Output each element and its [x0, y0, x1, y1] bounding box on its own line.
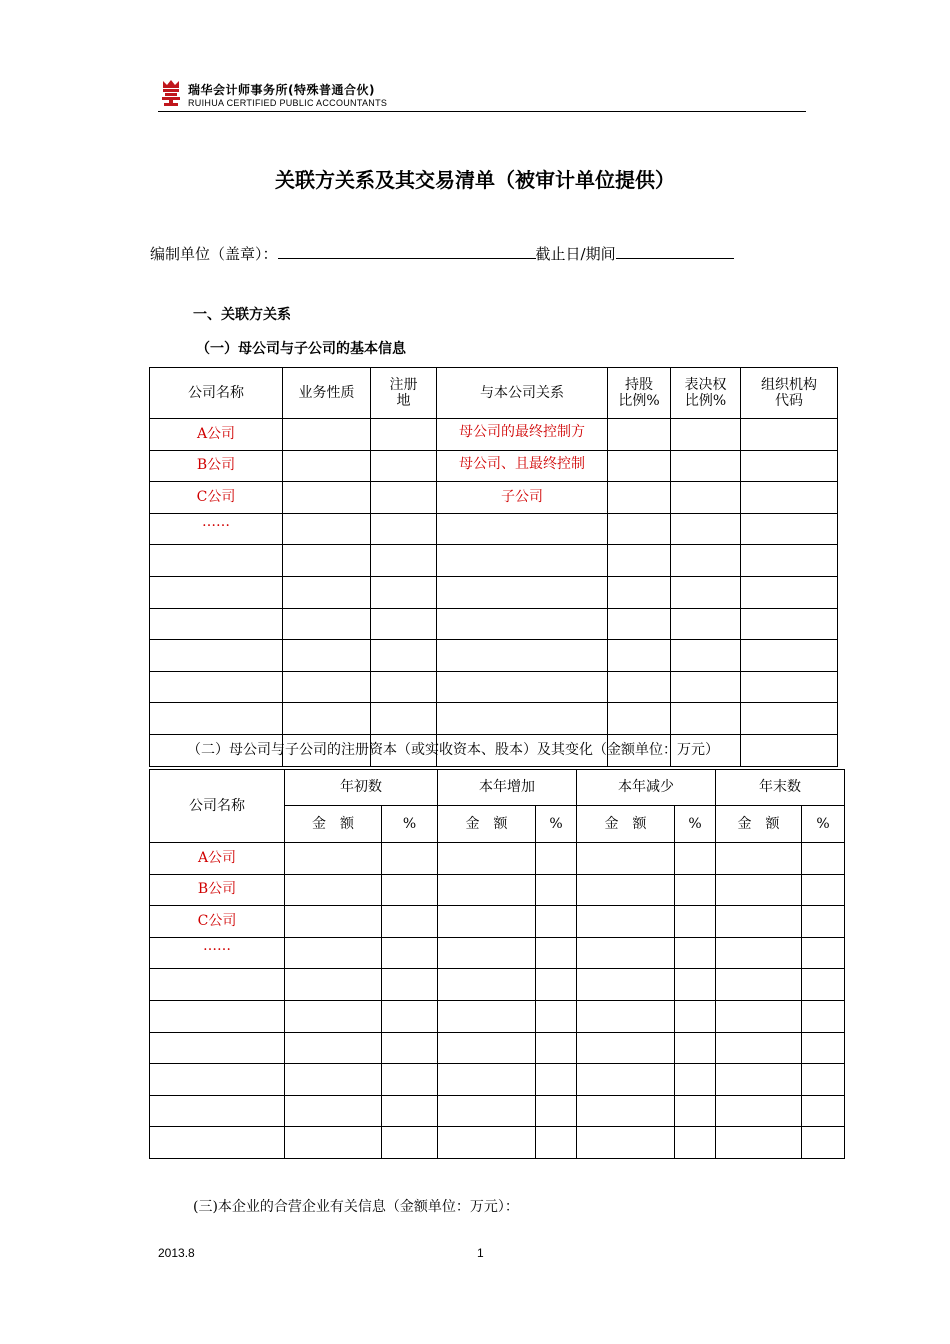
table-cell[interactable] [802, 1127, 845, 1159]
table-cell[interactable] [150, 969, 285, 1001]
table-cell[interactable] [150, 1095, 285, 1127]
table-cell[interactable] [438, 1000, 536, 1032]
table-cell[interactable] [438, 1127, 536, 1159]
table-cell[interactable] [741, 450, 838, 482]
company-name-cell[interactable]: A公司 [150, 843, 285, 875]
footer-date: 2013.8 [158, 1246, 195, 1260]
amount-header-cell: 金 额 [716, 806, 802, 843]
table-cell[interactable] [741, 703, 838, 735]
table-cell[interactable] [285, 843, 382, 875]
table-cell[interactable] [577, 937, 675, 969]
table-cell[interactable] [382, 1000, 438, 1032]
table-header-cell: 注册 地 [371, 368, 437, 419]
table-row [150, 874, 845, 906]
table-cell[interactable] [382, 969, 438, 1001]
table-cell[interactable] [716, 1032, 802, 1064]
percent-header-cell: % [382, 806, 438, 843]
table-cell[interactable] [536, 906, 577, 938]
table-cell[interactable] [608, 513, 671, 545]
table-row [150, 1000, 845, 1032]
section-heading: 一、关联方关系 [193, 307, 291, 323]
firm-name-cn: 瑞华会计师事务所(特殊普通合伙) [188, 83, 375, 97]
table-cell[interactable] [716, 937, 802, 969]
table-cell[interactable] [438, 969, 536, 1001]
table-cell[interactable] [371, 640, 437, 672]
table-cell[interactable] [536, 969, 577, 1001]
table-cell[interactable] [150, 545, 283, 577]
table-cell[interactable] [675, 969, 716, 1001]
table-cell[interactable] [675, 1095, 716, 1127]
table-cell[interactable] [741, 608, 838, 640]
table-cell[interactable] [285, 906, 382, 938]
table-cell[interactable] [438, 937, 536, 969]
prep-date-label: 截止日/期间 [535, 245, 616, 263]
table-cell[interactable] [671, 608, 741, 640]
table-cell[interactable] [802, 1032, 845, 1064]
table-cell[interactable] [577, 1000, 675, 1032]
table-cell[interactable] [371, 703, 437, 735]
table-row [150, 482, 838, 514]
table-cell[interactable] [716, 1095, 802, 1127]
table-cell[interactable] [437, 703, 608, 735]
table-row [150, 906, 845, 938]
table-cell[interactable] [150, 640, 283, 672]
table-cell[interactable] [716, 1000, 802, 1032]
table-cell[interactable] [741, 545, 838, 577]
company-name-cell[interactable]: C公司 [150, 906, 285, 938]
table-row [150, 419, 838, 451]
table-cell[interactable] [150, 608, 283, 640]
table-cell[interactable] [608, 671, 671, 703]
table-row [150, 969, 845, 1001]
table-header-cell: 公司名称 [150, 770, 285, 843]
percent-header-cell: % [675, 806, 716, 843]
table-cell[interactable] [802, 1095, 845, 1127]
page-number: 1 [477, 1246, 484, 1260]
table-cell[interactable] [675, 874, 716, 906]
table-cell[interactable] [608, 608, 671, 640]
table-cell[interactable] [382, 843, 438, 875]
table-cell[interactable] [283, 671, 371, 703]
table-cell[interactable] [283, 703, 371, 735]
table-cell[interactable] [382, 1127, 438, 1159]
table-cell[interactable] [371, 482, 437, 514]
table-row [150, 671, 838, 703]
table-cell[interactable] [675, 1032, 716, 1064]
table-cell[interactable] [577, 843, 675, 875]
table-cell[interactable] [371, 545, 437, 577]
table-cell[interactable] [536, 843, 577, 875]
table-cell[interactable] [285, 1064, 382, 1096]
percent-header-cell: % [802, 806, 845, 843]
table-cell[interactable] [675, 843, 716, 875]
table-cell[interactable] [671, 671, 741, 703]
group-header-cell: 本年减少 [577, 770, 716, 806]
table-row [150, 1095, 845, 1127]
table-cell[interactable] [283, 576, 371, 608]
table-cell[interactable] [438, 906, 536, 938]
relation-cell[interactable]: 母公司、且最终控制 [437, 450, 608, 482]
table-cell[interactable] [741, 640, 838, 672]
table-cell[interactable] [716, 843, 802, 875]
relation-cell[interactable]: 子公司 [437, 482, 608, 514]
table-cell[interactable] [716, 969, 802, 1001]
table-cell[interactable] [671, 419, 741, 451]
table-cell[interactable] [150, 1032, 285, 1064]
table-cell[interactable] [671, 513, 741, 545]
table-row [150, 576, 838, 608]
table-cell[interactable] [285, 969, 382, 1001]
table-cell[interactable] [577, 874, 675, 906]
table-cell[interactable] [150, 1064, 285, 1096]
prep-row [150, 243, 734, 264]
amount-header-cell: 金 额 [438, 806, 536, 843]
table-row [150, 1032, 845, 1064]
table-cell[interactable] [716, 1064, 802, 1096]
table-cell[interactable] [371, 450, 437, 482]
table-cell[interactable] [283, 482, 371, 514]
table-cell[interactable] [671, 482, 741, 514]
table-header-cell: 公司名称 [150, 368, 283, 419]
table-cell[interactable] [741, 576, 838, 608]
table-cell[interactable] [285, 874, 382, 906]
table-cell[interactable] [283, 545, 371, 577]
prep-unit-label: 编制单位（盖章）： [150, 245, 278, 263]
table-cell[interactable] [371, 576, 437, 608]
table-cell[interactable] [382, 874, 438, 906]
company-name-cell[interactable]: …… [150, 937, 285, 969]
basic-info-table [149, 367, 838, 767]
amount-header-cell: 金 额 [577, 806, 675, 843]
table-cell[interactable] [741, 419, 838, 451]
table-cell[interactable] [716, 874, 802, 906]
table-header-cell: 持股 比例% [608, 368, 671, 419]
table-cell[interactable] [802, 843, 845, 875]
table-cell[interactable] [382, 937, 438, 969]
table-header-cell: 组织机构 代码 [741, 368, 838, 419]
table-row [150, 1127, 845, 1159]
table-row [150, 545, 838, 577]
table-cell[interactable] [285, 1032, 382, 1064]
table-cell[interactable] [741, 482, 838, 514]
subsection-1-heading: （一）母公司与子公司的基本信息 [196, 341, 406, 357]
table-cell[interactable] [371, 671, 437, 703]
company-name-cell[interactable]: …… [150, 513, 283, 545]
table-cell[interactable] [802, 906, 845, 938]
table-cell[interactable] [438, 1064, 536, 1096]
table-header-row [150, 368, 838, 419]
company-name-cell[interactable]: C公司 [150, 482, 283, 514]
table-cell[interactable] [437, 576, 608, 608]
table-cell[interactable] [802, 1064, 845, 1096]
company-name-cell[interactable]: A公司 [150, 419, 283, 451]
table-cell[interactable] [577, 906, 675, 938]
table-cell[interactable] [382, 906, 438, 938]
table-cell[interactable] [382, 1032, 438, 1064]
table-cell[interactable] [283, 513, 371, 545]
table-cell[interactable] [437, 671, 608, 703]
table-cell[interactable] [577, 1095, 675, 1127]
table-cell[interactable] [150, 1000, 285, 1032]
table-header-cell: 业务性质 [283, 368, 371, 419]
table-cell[interactable] [382, 1095, 438, 1127]
table-cell[interactable] [536, 1064, 577, 1096]
table-cell[interactable] [671, 576, 741, 608]
table-cell[interactable] [577, 1032, 675, 1064]
group-header-cell: 年初数 [285, 770, 438, 806]
table-cell[interactable] [741, 734, 838, 766]
table-cell[interactable] [437, 608, 608, 640]
table-cell[interactable] [285, 937, 382, 969]
relation-cell[interactable]: 母公司的最终控制方 [437, 419, 608, 451]
table-cell[interactable] [608, 482, 671, 514]
table-cell[interactable] [671, 545, 741, 577]
table-cell[interactable] [536, 937, 577, 969]
table-cell[interactable] [536, 1032, 577, 1064]
table-row [150, 843, 845, 875]
table-cell[interactable] [802, 937, 845, 969]
table-cell[interactable] [802, 1000, 845, 1032]
table-cell[interactable] [150, 671, 283, 703]
table-row [150, 450, 838, 482]
table-cell[interactable] [150, 703, 283, 735]
table-cell[interactable] [437, 640, 608, 672]
subsection-2-heading: （二）母公司与子公司的注册资本（或实收资本、股本）及其变化（金额单位：万元） [187, 742, 719, 758]
company-name-cell[interactable]: B公司 [150, 450, 283, 482]
table-cell[interactable] [675, 1064, 716, 1096]
table-cell[interactable] [438, 1032, 536, 1064]
company-name-cell[interactable]: B公司 [150, 874, 285, 906]
table-cell[interactable] [716, 906, 802, 938]
prep-unit-field[interactable] [278, 244, 536, 259]
table-cell[interactable] [536, 1095, 577, 1127]
table-cell[interactable] [283, 640, 371, 672]
table-cell[interactable] [536, 1127, 577, 1159]
table-header-cell: 表决权 比例% [671, 368, 741, 419]
table-cell[interactable] [608, 576, 671, 608]
table-cell[interactable] [675, 906, 716, 938]
table-cell[interactable] [577, 1064, 675, 1096]
table-cell[interactable] [716, 1127, 802, 1159]
table-cell[interactable] [741, 513, 838, 545]
table-cell[interactable] [671, 640, 741, 672]
percent-header-cell: % [536, 806, 577, 843]
table-cell[interactable] [536, 874, 577, 906]
table-cell[interactable] [577, 969, 675, 1001]
table-cell[interactable] [802, 969, 845, 1001]
table-cell[interactable] [285, 1000, 382, 1032]
table-cell[interactable] [283, 450, 371, 482]
table-cell[interactable] [371, 513, 437, 545]
table-cell[interactable] [283, 608, 371, 640]
table-cell[interactable] [608, 450, 671, 482]
table-cell[interactable] [608, 419, 671, 451]
table-cell[interactable] [802, 874, 845, 906]
table-cell[interactable] [741, 671, 838, 703]
table-header-row [150, 770, 845, 806]
table-cell[interactable] [382, 1064, 438, 1096]
amount-header-cell: 金 额 [285, 806, 382, 843]
table-header-cell: 与本公司关系 [437, 368, 608, 419]
table-cell[interactable] [285, 1127, 382, 1159]
table-cell[interactable] [577, 1127, 675, 1159]
table-cell[interactable] [150, 576, 283, 608]
table-cell[interactable] [675, 1127, 716, 1159]
capital-change-table [149, 769, 845, 1159]
table-cell[interactable] [536, 1000, 577, 1032]
relation-cell[interactable] [437, 513, 608, 545]
table-cell[interactable] [671, 450, 741, 482]
firm-name-en: RUIHUA CERTIFIED PUBLIC ACCOUNTANTS [188, 98, 388, 108]
prep-date-field[interactable] [616, 244, 734, 259]
table-cell[interactable] [671, 703, 741, 735]
table-cell[interactable] [283, 419, 371, 451]
table-cell[interactable] [675, 1000, 716, 1032]
group-header-cell: 年末数 [716, 770, 845, 806]
table-cell[interactable] [437, 545, 608, 577]
table-row [150, 513, 838, 545]
table-cell[interactable] [608, 640, 671, 672]
table-cell[interactable] [371, 608, 437, 640]
group-header-cell: 本年增加 [438, 770, 577, 806]
table-cell[interactable] [675, 937, 716, 969]
table-cell[interactable] [438, 874, 536, 906]
table-row [150, 703, 838, 735]
table-cell[interactable] [285, 1095, 382, 1127]
table-row [150, 640, 838, 672]
table-cell[interactable] [438, 1095, 536, 1127]
firm-logo-icon [160, 79, 182, 107]
document-title: 关联方关系及其交易清单（被审计单位提供） [275, 168, 675, 192]
table-cell[interactable] [371, 419, 437, 451]
table-row [150, 608, 838, 640]
table-row [150, 937, 845, 969]
table-cell[interactable] [150, 1127, 285, 1159]
table-row [150, 1064, 845, 1096]
header-divider [158, 111, 806, 112]
subsection-3-heading: (三)本企业的合营企业有关信息（金额单位：万元）： [193, 1199, 519, 1215]
table-cell[interactable] [608, 703, 671, 735]
table-cell[interactable] [438, 843, 536, 875]
table-cell[interactable] [608, 545, 671, 577]
